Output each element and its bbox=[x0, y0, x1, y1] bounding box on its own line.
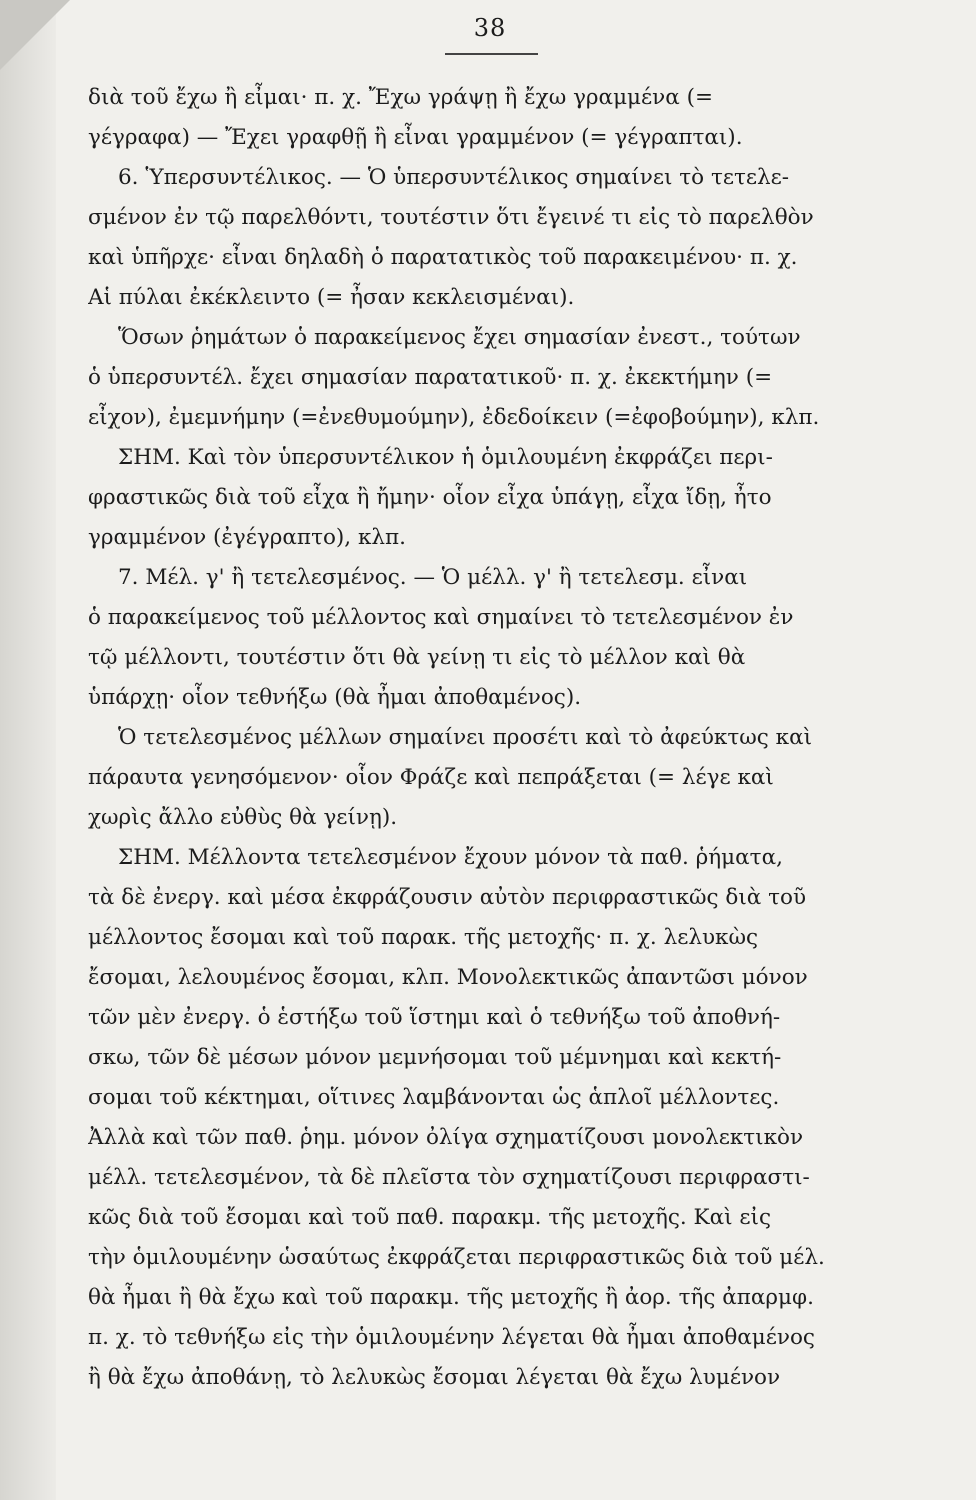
text-line: ὑπάρχῃ· οἷον τεθνήξω (θὰ ἦμαι ἀποθαμένος). bbox=[88, 685, 582, 710]
text-line: τὰ δὲ ἐνεργ. καὶ μέσα ἐκφράζουσιν αὐτὸν περιφραστικῶς διὰ τοῦ bbox=[88, 885, 807, 910]
text-line: Ὁ τετελεσμένος μέλλων σημαίνει προσέτι καὶ τὸ ἀφεύκτως καὶ bbox=[118, 725, 813, 750]
text-line: ΣΗΜ. Μέλλοντα τετελεσμένον ἔχουν μόνον τὰ παθ. ῥήματα, bbox=[118, 845, 783, 870]
text-line: διὰ τοῦ ἔχω ἢ εἶμαι· π. χ. Ἔχω γράψῃ ἢ ἔχω γραμμένα (= bbox=[88, 85, 713, 110]
text-line: ὁ παρακείμενος τοῦ μέλλοντος καὶ σημαίνει τὸ τετελεσμένον ἐν bbox=[88, 605, 794, 630]
body-text bbox=[88, 78, 888, 1398]
text-line: τὴν ὁμιλουμένην ὡσαύτως ἐκφράζεται περιφραστικῶς διὰ τοῦ μέλ. bbox=[88, 1245, 825, 1270]
text-line: σκω, τῶν δὲ μέσων μόνον μεμνήσομαι τοῦ μέμνημαι καὶ κεκτή- bbox=[88, 1045, 782, 1070]
text-line: κῶς διὰ τοῦ ἔσομαι καὶ τοῦ παθ. παρακμ. τῆς μετοχῆς. Καὶ εἰς bbox=[88, 1205, 772, 1230]
text-line: 6. Ὑπερσυντέλικος. — Ὁ ὑπερσυντέλικος σημαίνει τὸ τετελε- bbox=[118, 165, 790, 190]
text-line: ἔσομαι, λελουμένος ἔσομαι, κλπ. Μονολεκτικῶς ἀπαντῶσι μόνον bbox=[88, 965, 808, 990]
text-line: σομαι τοῦ κέκτημαι, οἵτινες λαμβάνονται ὡς ἁπλοῖ μέλλοντες. bbox=[88, 1085, 780, 1110]
page-corner-fold bbox=[0, 0, 70, 70]
page-number: 38 bbox=[473, 14, 507, 42]
text-line: θὰ ἦμαι ἢ θὰ ἔχω καὶ τοῦ παρακμ. τῆς μετοχῆς ἢ ἀορ. τῆς ἀπαρμφ. bbox=[88, 1285, 814, 1310]
text-line: γέγραφα) — Ἔχει γραφθῇ ἢ εἶναι γραμμένον (= γέγραπται). bbox=[88, 125, 743, 150]
text-line: φραστικῶς διὰ τοῦ εἶχα ἢ ἤμην· οἷον εἶχα ὑπάγῃ, εἶχα ἴδῃ, ἦτο bbox=[88, 485, 772, 510]
text-line: τῷ μέλλοντι, τουτέστιν ὅτι θὰ γείνῃ τι εἰς τὸ μέλλον καὶ θὰ bbox=[88, 645, 746, 670]
text-line: εἶχον), ἐμεμνήμην (=ἐνεθυμούμην), ἐδεδοίκειν (=ἐφοβούμην), κλπ. bbox=[88, 405, 820, 430]
text-line: Ἀλλὰ καὶ τῶν παθ. ῥημ. μόνον ὀλίγα σχηματίζουσι μονολεκτικὸν bbox=[88, 1125, 804, 1150]
text-line: ΣΗΜ. Καὶ τὸν ὑπερσυντέλικον ἡ ὁμιλουμένη ἐκφράζει περι- bbox=[118, 445, 773, 470]
text-line: ὁ ὑπερσυντέλ. ἔχει σημασίαν παρατατικοῦ· π. χ. ἐκεκτήμην (= bbox=[88, 365, 773, 390]
text-line: μέλλ. τετελεσμένον, τὰ δὲ πλεῖστα τὸν σχηματίζουσι περιφραστι- bbox=[88, 1165, 810, 1190]
text-line: τῶν μὲν ἐνεργ. ὁ ἑστήξω τοῦ ἵστημι καὶ ὁ τεθνήξω τοῦ ἀποθνή- bbox=[88, 1005, 781, 1030]
text-line: 7. Μέλ. γ' ἢ τετελεσμένος. — Ὁ μέλλ. γ' ἢ τετελεσμ. εἶναι bbox=[118, 565, 748, 590]
text-line: γραμμένον (ἐγέγραπτο), κλπ. bbox=[88, 525, 406, 550]
page-gutter-shadow bbox=[0, 0, 56, 1500]
text-line: μέλλοντος ἔσομαι καὶ τοῦ παρακ. τῆς μετοχῆς· π. χ. λελυκὼς bbox=[88, 925, 759, 950]
text-line: π. χ. τὸ τεθνήξω εἰς τὴν ὁμιλουμένην λέγεται θὰ ἦμαι ἀποθαμένος bbox=[88, 1325, 815, 1350]
text-line: σμένον ἐν τῷ παρελθόντι, τουτέστιν ὅτι ἔγεινέ τι εἰς τὸ παρελθὸν bbox=[88, 205, 814, 230]
text-line: πάραυτα γενησόμενον· οἷον Φράζε καὶ πεπράξεται (= λέγε καὶ bbox=[88, 765, 774, 790]
header-rule bbox=[445, 53, 538, 55]
text-line: καὶ ὑπῆρχε· εἶναι δηλαδὴ ὁ παρατατικὸς τοῦ παρακειμένου· π. χ. bbox=[88, 245, 798, 270]
text-line: Ὅσων ῥημάτων ὁ παρακείμενος ἔχει σημασίαν ἐνεστ., τούτων bbox=[118, 325, 801, 350]
text-line: Αἱ πύλαι ἐκέκλειντο (= ἦσαν κεκλεισμέναι). bbox=[88, 285, 575, 310]
text-line: ἢ θὰ ἔχω ἀποθάνῃ, τὸ λελυκὼς ἔσομαι λέγεται θὰ ἔχω λυμένον bbox=[88, 1365, 781, 1390]
text-line: χωρὶς ἄλλο εὐθὺς θὰ γείνῃ). bbox=[88, 805, 398, 830]
